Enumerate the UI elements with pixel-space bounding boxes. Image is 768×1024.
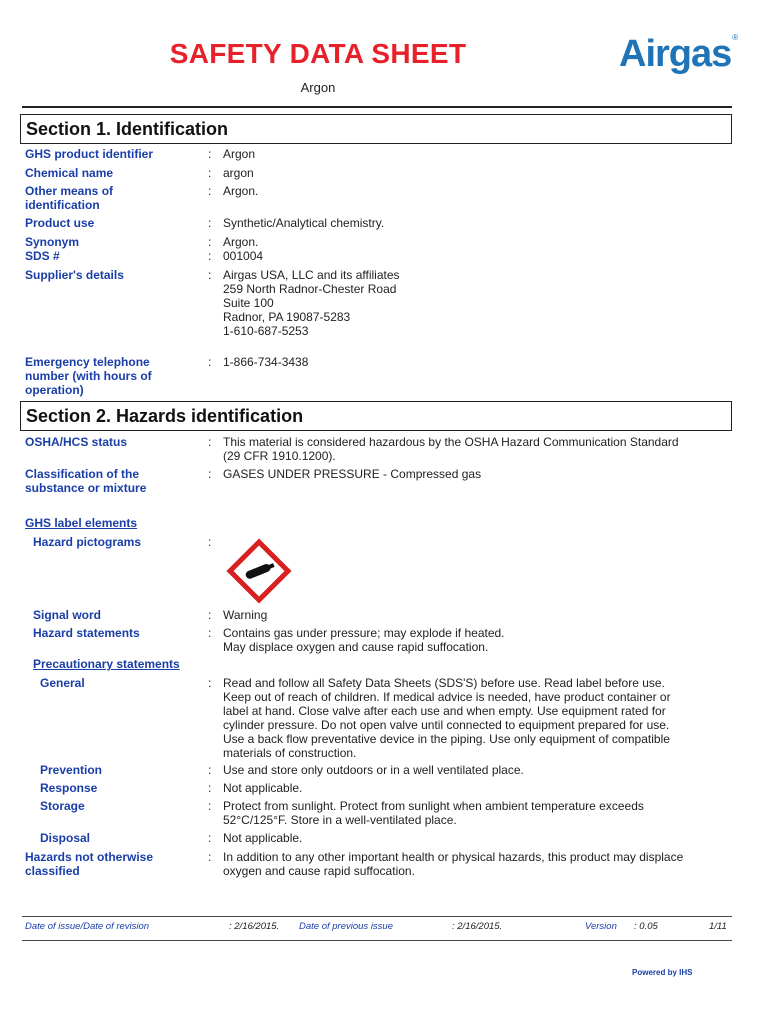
footer-version-value: : 0.05 (634, 921, 658, 932)
label-hazard-pictograms: Hazard pictograms (33, 535, 142, 549)
value-emergency-telephone: 1-866-734-3438 (223, 355, 309, 369)
colon: : (208, 216, 212, 230)
label-disposal: Disposal (40, 831, 91, 845)
gas-cylinder-icon (226, 538, 292, 604)
powered-by-ihs: Powered by IHS (632, 968, 693, 977)
label-product-use: Product use (25, 216, 95, 230)
label-synonym: Synonym (25, 235, 80, 249)
value-prevention: Use and store only outdoors or in a well ventilated place. (223, 763, 524, 777)
label-emergency-telephone: Emergency telephone number (with hours of operation) (25, 355, 152, 397)
colon: : (208, 235, 212, 249)
value-signal-word: Warning (223, 608, 268, 622)
label-precautionary-statements: Precautionary statements (33, 657, 180, 671)
label-general: General (40, 676, 85, 690)
footer-page-number: 1/11 (709, 921, 727, 932)
value-product-use: Synthetic/Analytical chemistry. (223, 216, 385, 230)
logo-text: Airgas (619, 33, 732, 75)
colon: : (208, 435, 212, 449)
value-synonym: Argon. (223, 235, 259, 249)
label-hazard-statements: Hazard statements (33, 626, 140, 640)
colon: : (208, 166, 212, 180)
airgas-logo (619, 33, 737, 76)
value-chemical-name: argon (223, 166, 254, 180)
colon: : (208, 763, 212, 777)
footer-date-label: Date of issue/Date of revision (25, 921, 150, 932)
label-chemical-name: Chemical name (25, 166, 114, 180)
colon: : (208, 850, 212, 864)
value-other-means: Argon. (223, 184, 259, 198)
colon: : (208, 676, 212, 690)
footer-top-line (22, 916, 732, 917)
label-ghs-product-identifier: GHS product identifier (25, 147, 154, 161)
section-1-title: Section 1. Identification (26, 119, 229, 139)
value-general: Read and follow all Safety Data Sheets (SDS'S) before use. Read label before use. Keep out of reach of children. If medical advice is needed, have product container or label at hand. Close valve after each use and when empty. Use equipment rated for cylinder pressure. Do not open valve until connected to equipment prepared for use. Use a back flow preventative device in the piping. Use only equipment of compatible materials of construction. (223, 676, 671, 760)
value-ghs-product-identifier: Argon (223, 147, 256, 161)
product-name: Argon (300, 80, 336, 95)
value-sds-number: 001004 (223, 249, 264, 263)
label-other-means: Other means of identification (25, 184, 114, 212)
label-osha-status: OSHA/HCS status (25, 435, 128, 449)
footer-bottom-line (22, 940, 732, 941)
section-2-title: Section 2. Hazards identification (26, 406, 304, 426)
colon: : (208, 535, 212, 549)
colon: : (208, 608, 212, 622)
header-divider (22, 106, 732, 108)
colon: : (208, 147, 212, 161)
footer-version-label: Version (585, 921, 617, 932)
label-ghs-label-elements: GHS label elements (25, 516, 138, 530)
document-title: SAFETY DATA SHEET (169, 38, 467, 69)
colon: : (208, 781, 212, 795)
value-response: Not applicable. (223, 781, 303, 795)
colon: : (208, 831, 212, 845)
registered-mark: ® (732, 33, 738, 42)
footer-prev-label: Date of previous issue (299, 921, 393, 932)
colon: : (208, 268, 212, 282)
colon: : (208, 184, 212, 198)
value-classification: GASES UNDER PRESSURE - Compressed gas (223, 467, 482, 481)
colon: : (208, 799, 212, 813)
label-supplier-details: Supplier's details (25, 268, 124, 282)
label-classification: Classification of the substance or mixture (25, 467, 147, 495)
footer-prev-value: : 2/16/2015. (452, 921, 503, 932)
section-1-header (20, 114, 732, 144)
colon: : (208, 626, 212, 640)
label-storage: Storage (40, 799, 85, 813)
label-sds-number: SDS # (25, 249, 60, 263)
value-storage: Protect from sunlight. Protect from sunlight when ambient temperature exceeds 52°C/125°F. Store in a well-ventilated place. (223, 799, 644, 827)
value-hazard-statements: Contains gas under pressure; may explode if heated. May displace oxygen and cause rapid suffocation. (223, 626, 505, 654)
value-supplier-details: Airgas USA, LLC and its affiliates 259 North Radnor-Chester Road Suite 100 Radnor, PA 19087-5283 1-610-687-5253 (223, 268, 400, 338)
label-prevention: Prevention (40, 763, 103, 777)
footer-date-value: : 2/16/2015. (229, 921, 280, 932)
value-disposal: Not applicable. (223, 831, 303, 845)
colon: : (208, 467, 212, 481)
colon: : (208, 355, 212, 369)
label-signal-word: Signal word (33, 608, 102, 622)
colon: : (208, 249, 212, 263)
section-2-header (20, 401, 732, 431)
value-hazards-not-classified: In addition to any other important health or physical hazards, this product may displace oxygen and cause rapid suffocation. (223, 850, 684, 878)
label-response: Response (40, 781, 98, 795)
value-osha-status: This material is considered hazardous by the OSHA Hazard Communication Standard (29 CFR 1910.1200). (223, 435, 679, 463)
label-hazards-not-classified: Hazards not otherwise classified (25, 850, 154, 878)
